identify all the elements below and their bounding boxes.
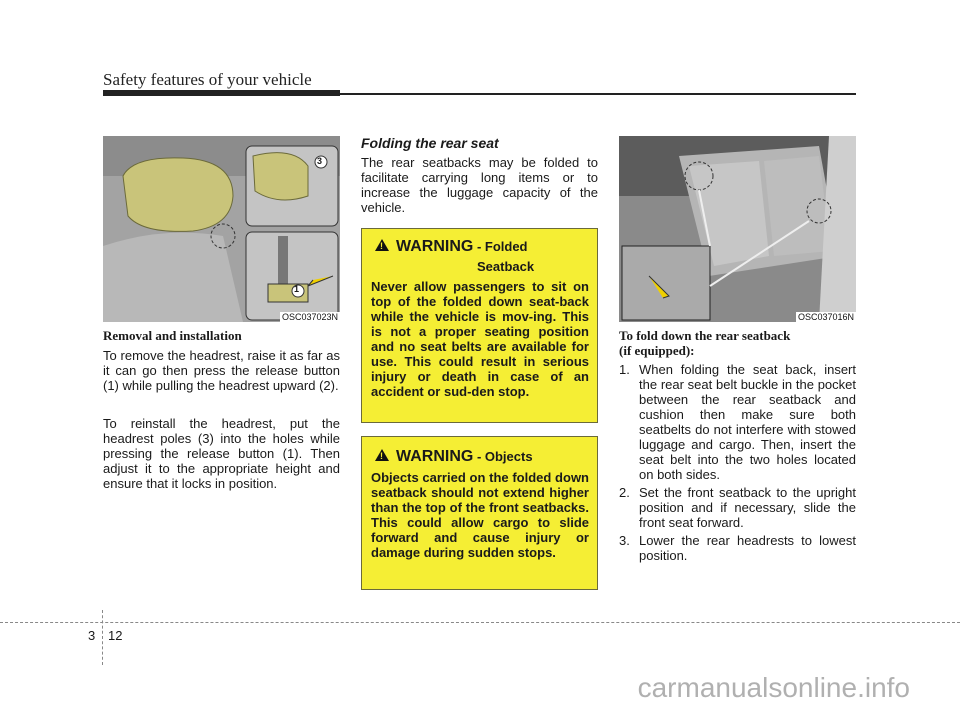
callout-3: 3 xyxy=(317,156,323,166)
warning-subtitle: - Objects xyxy=(473,449,533,464)
chapter-number: 3 xyxy=(88,628,96,643)
list-item: 2. Set the front seatback to the upright position and if necessary, slide the front seat forward. xyxy=(619,485,856,530)
warning-body: Objects carried on the folded down seatback should not extend higher than the top of the front seatbacks. This could allow cargo to slide forward and cause injury or damage during sudden stops. xyxy=(371,470,589,560)
fold-down-steps xyxy=(619,362,856,566)
rear-seat-illustration xyxy=(619,136,856,322)
list-item: 1. When folding the seat back, insert the rear seat belt buckle in the pocket between the rear seatback and cushion then make sure both seatbelts do not interfere with stowed luggage and cargo. Then, insert the seat belt into the two holes located on both sides. xyxy=(619,362,856,482)
headrest-illustration xyxy=(103,136,340,322)
watermark: carmanualsonline.info xyxy=(637,672,910,703)
page-title: Safety features of your vehicle xyxy=(103,70,312,89)
headrest-figure xyxy=(103,136,340,322)
paragraph-removal: To remove the headrest, raise it as far as it can go then press the release button (1) while pulling the headrest upward (2). xyxy=(103,348,340,393)
header-rule-accent xyxy=(103,90,340,96)
footer-rule xyxy=(0,622,960,623)
warning-box-folded-seatback xyxy=(361,228,598,423)
warning-title: WARNING xyxy=(396,448,474,465)
section-heading-removal: Removal and installation xyxy=(103,328,242,343)
warning-title: WARNING xyxy=(396,238,474,255)
callout-1: 1 xyxy=(294,284,300,294)
warning-triangle-icon: ! xyxy=(375,449,389,461)
paragraph-reinstall: To reinstall the headrest, put the headrest poles (3) into the holes while pressing the release button (1). Then adjust it to the appropriate height and ensure that it locks in position. xyxy=(103,416,340,491)
page-number: 12 xyxy=(108,628,123,643)
section-heading-folding: Folding the rear seat xyxy=(361,135,499,151)
warning-body: Never allow passengers to sit on top of the folded down seat-back while the vehicle is mov-ing. This is not a proper seating position and no seat belts are available for use. This could result in serious injury or death in case of an accident or sud-den stop. xyxy=(371,279,589,399)
paragraph-folding: The rear seatbacks may be folded to facilitate carrying long items or to increase the luggage capacity of the vehicle. xyxy=(361,155,598,215)
rear-seat-figure xyxy=(619,136,856,322)
list-item: 3. Lower the rear headrests to lowest position. xyxy=(619,533,856,563)
figure-code: OSC037023N xyxy=(281,312,338,322)
warning-subtitle-line2: Seatback xyxy=(477,259,535,274)
footer-divider xyxy=(102,610,103,665)
warning-subtitle: - Folded xyxy=(473,239,528,254)
figure-code: OSC037016N xyxy=(797,312,854,322)
warning-triangle-icon: ! xyxy=(375,239,389,251)
warning-box-objects xyxy=(361,436,598,590)
section-heading-fold-down: To fold down the rear seatback (if equipped): xyxy=(619,328,791,358)
